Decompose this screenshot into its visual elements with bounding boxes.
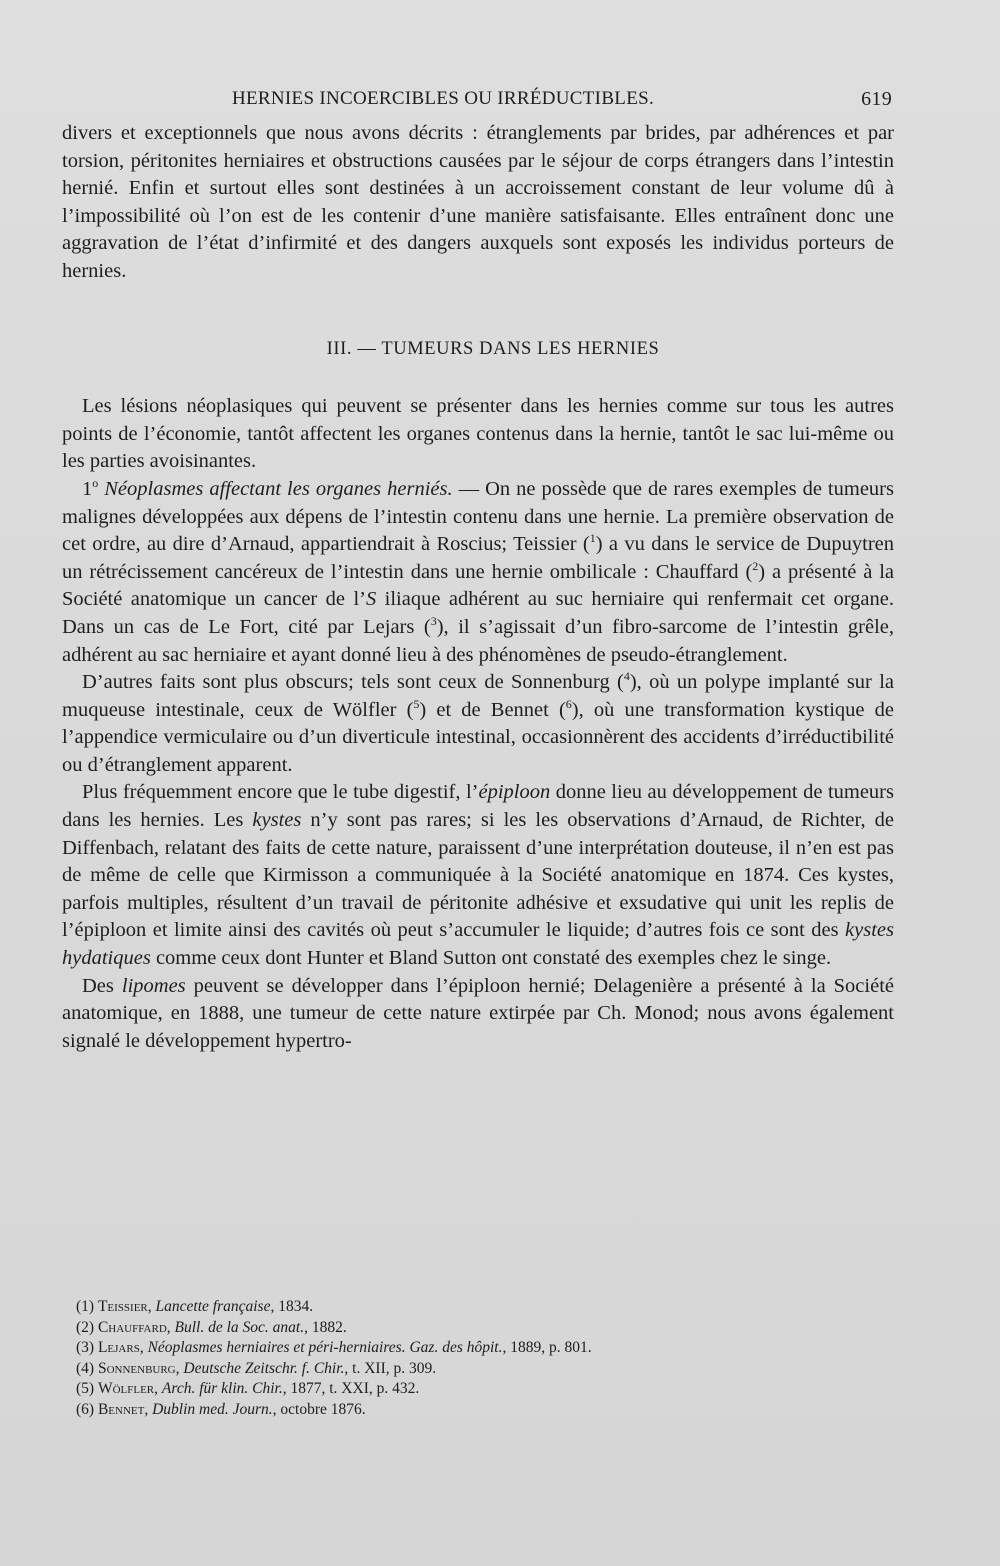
text-run: ), où un polype implanté sur la muqueuse intestinale, ceux de Wölfler ( <box>62 671 894 721</box>
text-run: iliaque adhérent au suc herniaire qui renfermait cet organe. Dans un cas de Le Fort, cité par Lejars ( <box>62 588 894 638</box>
footnote-work: Dublin med. Journ. <box>152 1400 273 1418</box>
footnote: (2) Chauffard, Bull. de la Soc. anat., 1882. <box>76 1318 347 1336</box>
footnote-author: Wölfler <box>97 1380 155 1397</box>
italic-term: épiploon <box>478 781 551 804</box>
paragraph-intro: Les lésions néoplasiques qui peuvent se présenter dans les hernies comme sur tous les autres points de l’économie, tantôt affectent les organes contenus dans la hernie, tantôt le sac lui-même ou les parties avoisinantes. <box>62 395 894 473</box>
text-run: peuvent se développer dans l’épiploon hernié; Delagenière a présenté à la Société anatomique, en 1888, une tumeur de cette nature extirpée par Ch. Monod; nous avons également signalé le développement hypertro- <box>62 974 894 1052</box>
footnote-mark: (6) <box>76 1400 95 1418</box>
text-run: ), où une transformation kystique de l’appendice vermiculaire ou d’un diverticule intestinal, occasionnèrent des accidents d’irréductibilité ou d’étranglement apparent. <box>62 698 894 776</box>
list-number: 1 <box>82 477 93 500</box>
paragraph-continuation: divers et exceptionnels que nous avons décrits : étranglements par brides, par adhérences et par torsion, péritonites herniaires et obstructions causées par le séjour de corps étrangers dans l’intestin hernié. Enfin et surtout elles sont destinées à un accroissement constant de leur volume dû à l’impossibilité où l’on est de les contenir d’une manière satisfaisante. Elles entraînent donc une aggravation de l’état d’infirmité et des dangers auxquels sont exposés les individus porteurs de hernies. <box>62 122 894 282</box>
footnote-work: Arch. für klin. Chir. <box>161 1380 283 1397</box>
italic-term: kystes <box>252 809 302 832</box>
footnote: (3) Lejars, Néoplasmes herniaires et péri-herniaires. Gaz. des hôpit., 1889, p. 801. <box>76 1339 592 1356</box>
text-run: ) a présenté à la Société anatomique un cancer de l’ <box>62 560 895 611</box>
italic-term: lipomes <box>121 974 186 997</box>
body-text <box>62 120 894 1055</box>
text-run: Des <box>82 974 122 997</box>
text-run: Plus fréquemment encore que le tube digestif, l’ <box>82 781 479 804</box>
paragraph-lipomes <box>62 973 894 1056</box>
degree-mark: o <box>92 476 99 491</box>
footnote-author: Sonnenburg <box>97 1359 176 1377</box>
footnote: (1) Teissier, Lancette française, 1834. <box>76 1298 314 1315</box>
footnote: (6) Bennet, Dublin med. Journ., octobre 1876. <box>76 1400 366 1418</box>
section-heading: III. — TUMEURS DANS LES HERNIES <box>326 338 660 359</box>
footnote-ref[interactable]: 2 <box>752 558 759 573</box>
footnote-rest: , octobre 1876. <box>272 1400 366 1418</box>
footnote-rest: , 1834. <box>270 1298 314 1315</box>
footnote-mark: (2) <box>76 1318 95 1336</box>
footnote-mark: (5) <box>76 1380 95 1397</box>
text-run: D’autres faits sont plus obscurs; tels sont ceux de Sonnenburg ( <box>82 671 624 694</box>
footnote-author: Teissier <box>97 1298 148 1315</box>
footnote-ref[interactable]: 6 <box>565 696 572 711</box>
footnote-mark: (1) <box>76 1298 95 1315</box>
footnote-author: Chauffard <box>97 1318 167 1336</box>
text-run: ), il s’agissait d’un fibro-sarcome de l’intestin grêle, adhérent au sac herniaire et ayant donné lieu à des phénomènes de pseudo-étranglement. <box>62 615 895 666</box>
footnote-author: Bennet <box>97 1400 145 1418</box>
text-run: n’y sont pas rares; si les les observations d’Arnaud, de Richter, de Diffenbach, relatant des faits de cette nature, paraissent d’une interprétation douteuse, il n’en est pas de même de celle que Kirmisson a communiquée à la Société anatomique en 1874. Ces kystes, parfois multiples, résultent d’un travail de péritonite adhésive et exsudative qui unit les replis de l’épiploon et limite ainsi des cavités où peut s’accumuler le liquide; d’autres fois ce sont des <box>62 809 894 942</box>
footnote-author: Lejars <box>97 1339 140 1356</box>
italic-s: S <box>365 588 377 611</box>
footnote-rest: , 1877, t. XXI, p. 432. <box>282 1380 420 1397</box>
footnote-rest: , 1882. <box>304 1318 347 1336</box>
footnote: (5) Wölfler, Arch. für klin. Chir., 1877, t. XXI, p. 432. <box>76 1380 420 1397</box>
footnote-rest: , t. XII, p. 309. <box>344 1359 437 1377</box>
footnote-ref[interactable]: 5 <box>413 696 420 711</box>
subsection-heading: Néoplasmes affectant les organes herniés. <box>104 477 453 500</box>
paragraph-neoplasmes <box>62 476 894 669</box>
paragraph-autres-faits <box>62 669 894 779</box>
footnote-work: Néoplasmes herniaires et péri-herniaires. Gaz. des hôpit. <box>147 1339 503 1356</box>
footnote-ref[interactable]: 4 <box>623 669 630 684</box>
footnotes <box>76 1297 876 1420</box>
footnote: (4) Sonnenburg, Deutsche Zeitschr. f. Chir., t. XII, p. 309. <box>76 1359 437 1377</box>
italic-term: kystes hydatiques <box>62 919 894 970</box>
text-run: ) et de Bennet ( <box>419 698 566 721</box>
footnote-ref[interactable]: 1 <box>589 531 596 546</box>
footnote-work: Deutsche Zeitschr. f. Chir. <box>183 1359 345 1377</box>
footnote-rest: , 1889, p. 801. <box>502 1339 592 1356</box>
text-run: comme ceux dont Hunter et Bland Sutton ont constaté des exemples chez le singe. <box>150 947 832 970</box>
text-run: ) a vu dans le service de Dupuytren un rétrécissement cancéreux de l’intestin dans une hernie ombilicale : Chauffard ( <box>62 533 895 583</box>
footnote-mark: (3) <box>76 1339 95 1356</box>
footnote-work: Lancette française <box>155 1298 271 1315</box>
text-run: — On ne possède que de rares exemples de tumeurs malignes développées aux dépens de l’intestin contenu dans une hernie. La première observation de cet ordre, au dire d’Arnaud, appartiendrait à Roscius; Teissier ( <box>62 477 894 556</box>
running-header <box>232 88 892 110</box>
paragraph-epiploon <box>62 779 894 972</box>
footnote-work: Bull. de la Soc. anat. <box>174 1318 305 1336</box>
running-title: HERNIES INCOERCIBLES OU IRRÉDUCTIBLES. <box>232 88 655 109</box>
text-run: donne lieu au développement de tumeurs dans les hernies. Les <box>62 781 894 832</box>
page-number: 619 <box>861 88 892 110</box>
footnote-ref[interactable]: 3 <box>430 614 437 629</box>
footnote-mark: (4) <box>76 1359 95 1377</box>
